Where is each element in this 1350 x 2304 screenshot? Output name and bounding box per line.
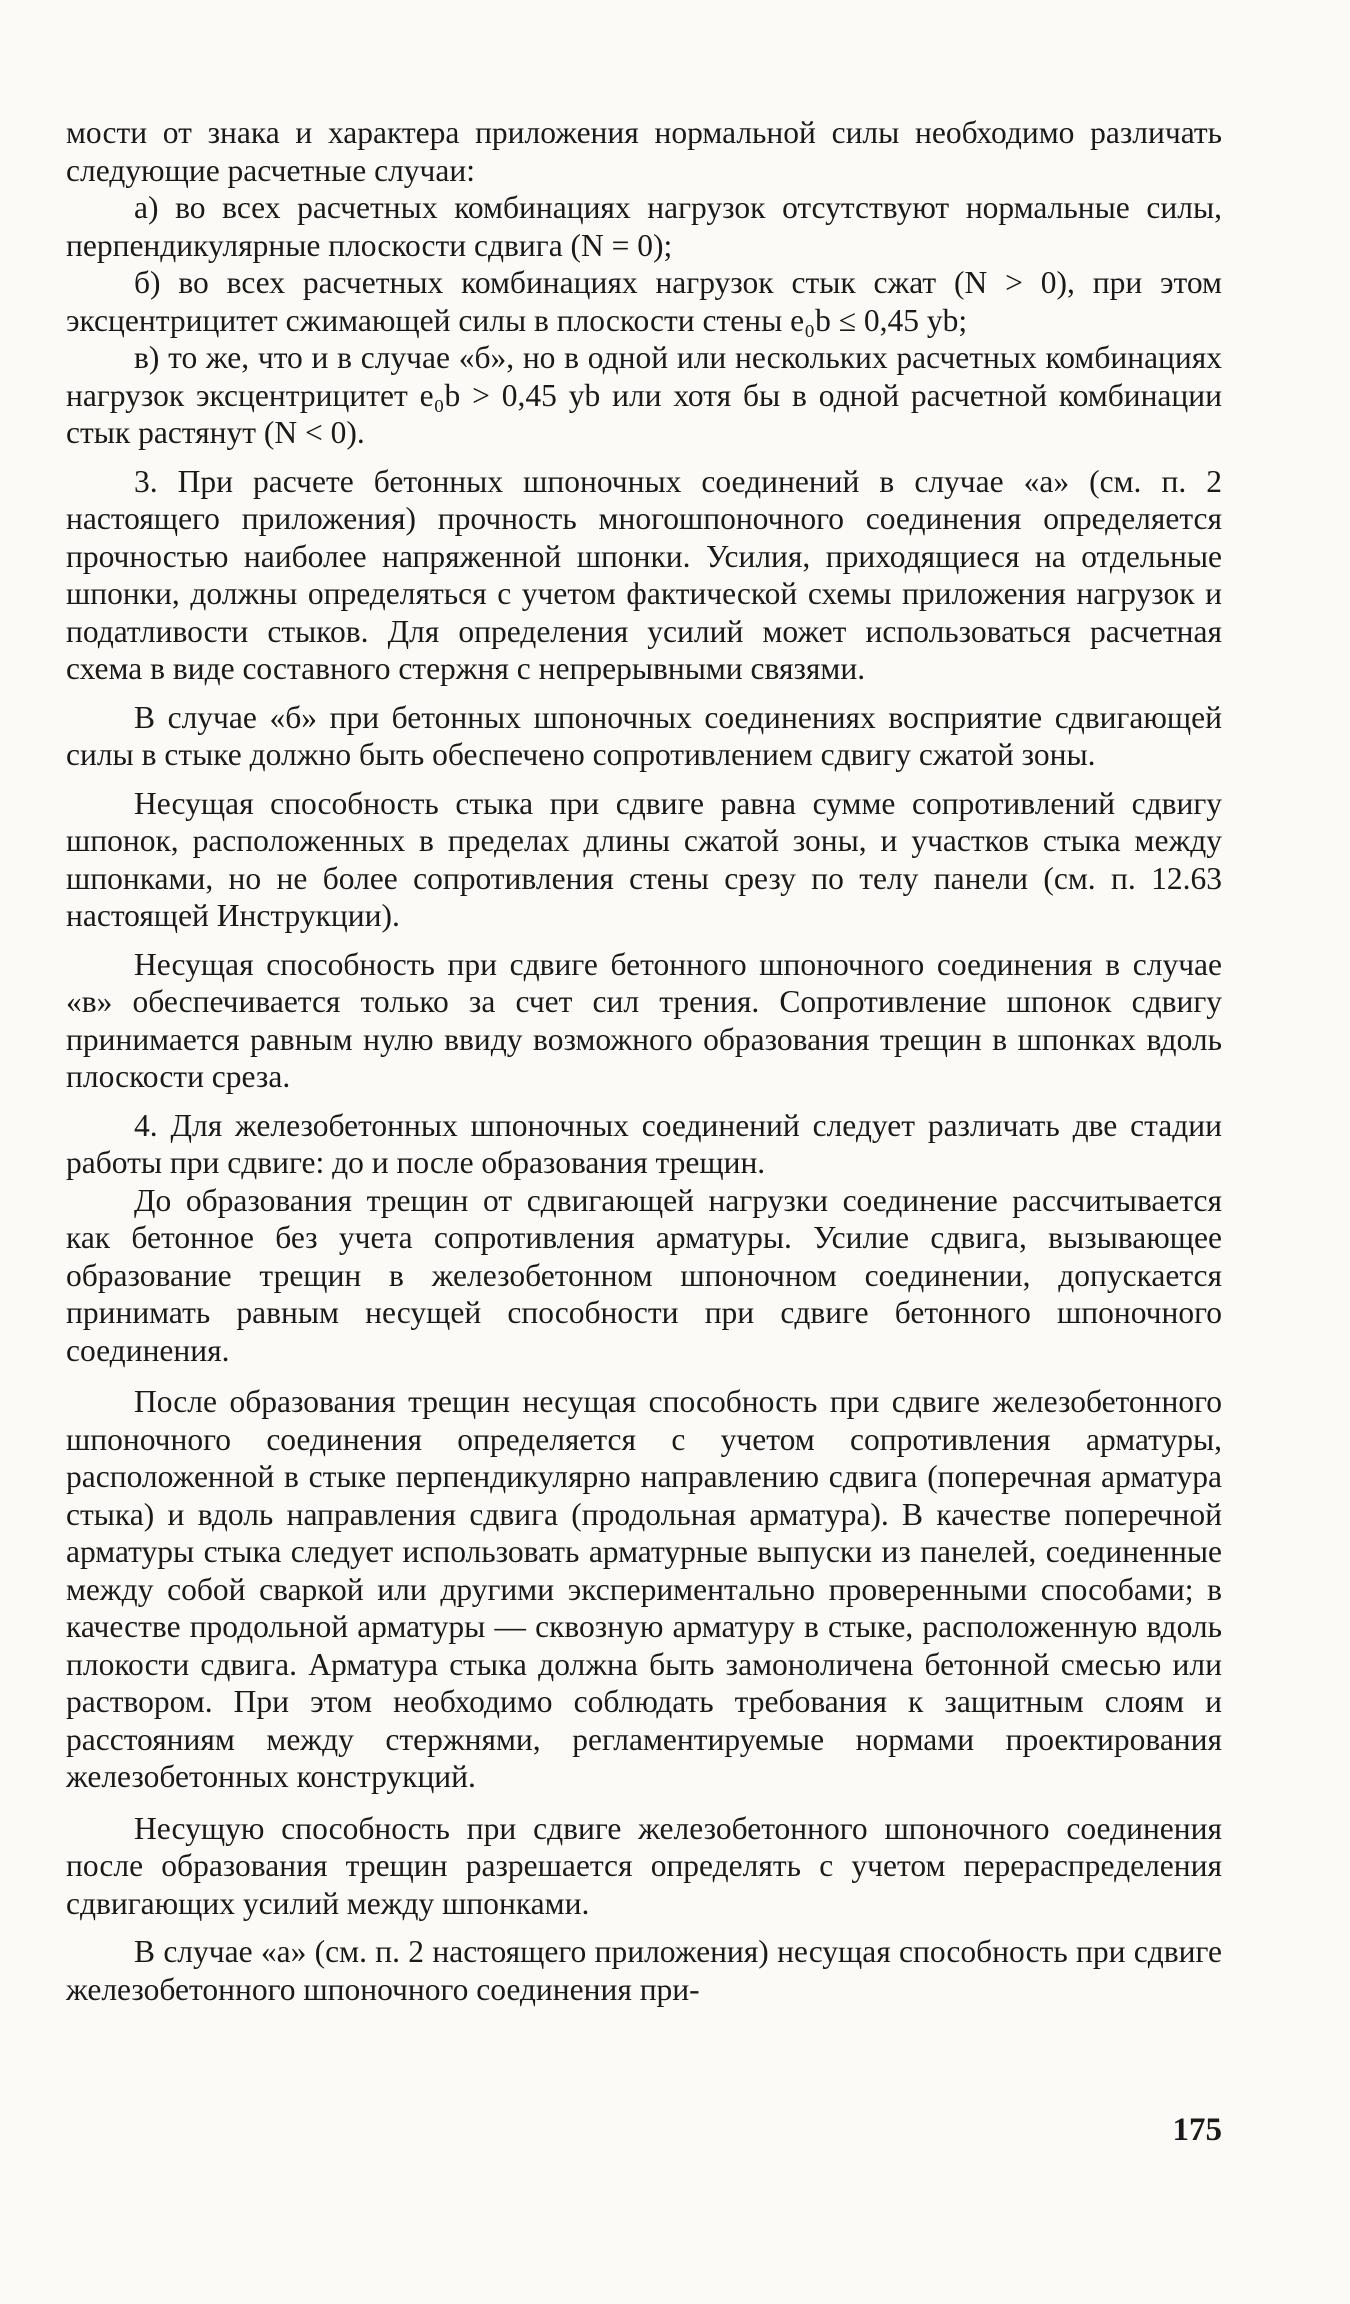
page-body (66, 114, 1222, 2008)
paragraph-friction: Несущая способность при сдвиге бетонного шпоночного соединения в случае «в» обеспечивается только за счет сил трения. Сопротивление шпонок сдвигу принимается равным нулю ввиду возможного образования трещин в шпонках вдоль плоскости среза. (66, 946, 1222, 1094)
paragraph-intro: мости от знака и характера приложения нормальной силы необходимо различать следующие расчетные случаи: (66, 115, 1222, 188)
paragraph-item-3: 3. При расчете бетонных шпоночных соединений в случае «а» (см. п. 2 настоящего приложения) прочность многошпоночного соединения определяется прочностью наиболее напряженной шпонки. Усилия, приходящиеся на отдельные шпонки, должны определяться с учетом фактической схемы приложения нагрузок и податливости стыков. Для определения усилий может использоваться расчетная схема в виде составного стержня с непрерывными связями. (66, 463, 1222, 686)
paragraph-case-a-reinforced: В случае «а» (см. п. 2 настоящего приложения) несущая способность при сдвиге железобетонного шпоночного соединения при- (66, 1934, 1222, 2007)
paragraph-case-a: а) во всех расчетных комбинациях нагрузок отсутствуют нормальные силы, перпендикулярные плоскости сдвига (N = 0); (66, 190, 1222, 263)
paragraph-before-cracks: До образования трещин от сдвигающей нагрузки соединение рассчитывается как бетонное без учета сопротивления арматуры. Усилие сдвига, вызывающее образование трещин в железобетонном шпоночном соединении, допускается принимать равным несущей способности при сдвиге бетонного шпоночного соединения. (66, 1182, 1222, 1368)
paragraph-case-b: б) во всех расчетных комбинациях нагрузок стык сжат (N > 0), при этом эксцентрицитет сжимающей силы в плоскости стены e₀b ≤ 0,45 yb; (66, 265, 1222, 338)
paragraph-redistribution: Несущую способность при сдвиге железобетонного шпоночного соединения после образования трещин разрешается определять с учетом перераспределения сдвигающих усилий между шпонками. (66, 1810, 1222, 1921)
paragraph-bearing-capacity: Несущая способность стыка при сдвиге равна сумме сопротивлений сдвигу шпонок, расположенных в пределах длины сжатой зоны, и участков стыка между шпонками, но не более сопротивления стены срезу по телу панели (см. п. 12.63 настоящей Инструкции). (66, 785, 1222, 933)
paragraph-case-b-compression: В случае «б» при бетонных шпоночных соединениях восприятие сдвигающей силы в стыке должно быть обеспечено сопротивлением сдвигу сжатой зоны. (66, 699, 1222, 772)
paragraph-after-cracks: После образования трещин несущая способность при сдвиге железобетонного шпоночного соединения определяется с учетом сопротивления арматуры, расположенной в стыке перпендикулярно направлению сдвига (поперечная арматура стыка) и вдоль направления сдвига (продольная арматура). В качестве поперечной арматуры стыка следует использовать арматурные выпуски из панелей, соединенные между собой сваркой или другими экспериментально проверенными способами; в качестве продольной арматуры — сквозную арматуру в стыке, расположенную вдоль плокости сдвига. Арматура стыка должна быть замоноличена бетонной смесью или раствором. При этом необходимо соблюдать требования к защитным слоям и расстояниям между стержнями, регламентируемые нормами проектирования железобетонных конструкций. (66, 1384, 1222, 1794)
paragraph-item-4: 4. Для железобетонных шпоночных соединений следует различать две стадии работы при сдвиге: до и после образования трещин. (66, 1107, 1222, 1180)
paragraph-case-v: в) то же, что и в случае «б», но в одной или нескольких расчетных комбинациях нагрузок эксцентрицитет e₀b > 0,45 yb или хотя бы в одной расчетной комбинации стык растянут (N < 0). (66, 340, 1222, 450)
page-number: 175 (1172, 2112, 1222, 2148)
